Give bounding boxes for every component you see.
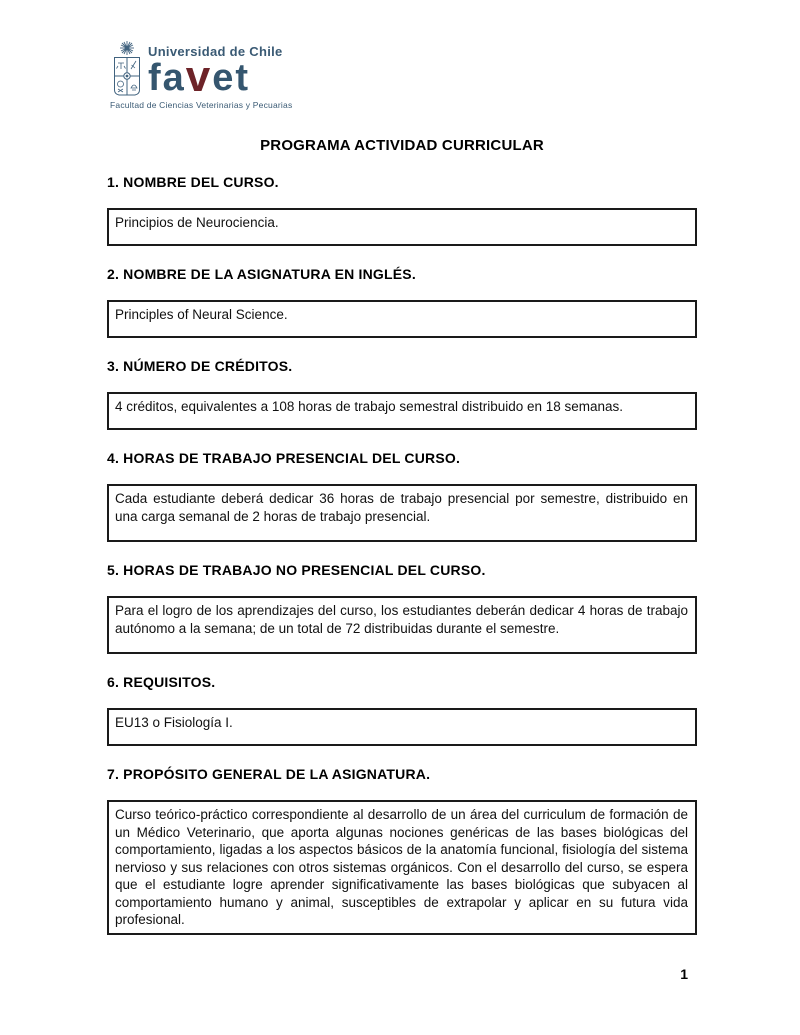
- section-2-heading: 2. NOMBRE DE LA ASIGNATURA EN INGLÉS.: [107, 266, 416, 282]
- section-numero-creditos: [107, 358, 697, 430]
- page-number: 1: [680, 966, 688, 982]
- section-7-box: Curso teórico-práctico correspondiente al desarrollo de un área del curriculum de formación de un Médico Veterinario, que aporta algunas nociones genéricas de las bases biológicas del comportamiento, ligadas a los aspectos básicos de la anatomía funcional, fisiología del sistema nervioso y sus relaciones con otros sistemas orgánicos. Con el desarrollo del curso, se espera que el estudiante logre aprender significativamente las bases biológicas que subyacen al comportamiento humano y animal, susceptibles de extrapolar y aplicar en su futura vida profesional.: [107, 800, 697, 935]
- favet-wordmark-et: et: [212, 57, 251, 99]
- section-1-heading: 1. NOMBRE DEL CURSO.: [107, 174, 279, 190]
- section-2-box: Principles of Neural Science.: [107, 300, 697, 338]
- section-horas-no-presencial: [107, 562, 697, 654]
- logo-text-block: [148, 40, 283, 101]
- section-5-heading: 5. HORAS DE TRABAJO NO PRESENCIAL DEL CURSO.: [107, 562, 486, 578]
- document-title: PROGRAMA ACTIVIDAD CURRICULAR: [260, 137, 544, 154]
- section-4-box: Cada estudiante deberá dedicar 36 horas de trabajo presencial por semestre, distribuido en una carga semanal de 2 horas de trabajo presencial.: [107, 484, 697, 542]
- section-3-heading: 3. NÚMERO DE CRÉDITOS.: [107, 358, 293, 374]
- section-4-heading: 4. HORAS DE TRABAJO PRESENCIAL DEL CURSO.: [107, 450, 461, 466]
- section-requisitos: [107, 674, 697, 746]
- favet-wordmark-v: v: [185, 52, 213, 101]
- favet-wordmark-fa: fa: [148, 57, 186, 99]
- section-6-box: EU13 o Fisiología I.: [107, 708, 697, 746]
- section-horas-presencial: [107, 450, 697, 542]
- section-nombre-del-curso: [107, 174, 697, 246]
- section-5-box: Para el logro de los aprendizajes del curso, los estudiantes deberán dedicar 4 horas de trabajo autónomo a la semana; de un total de 72 distribuidas durante el semestre.: [107, 596, 697, 654]
- section-1-box: Principios de Neurociencia.: [107, 208, 697, 246]
- section-nombre-asignatura-ingles: [107, 266, 697, 338]
- section-6-heading: 6. REQUISITOS.: [107, 674, 216, 690]
- favet-wordmark: [148, 52, 283, 101]
- favet-logo: [110, 40, 697, 110]
- section-7-heading: 7. PROPÓSITO GENERAL DE LA ASIGNATURA.: [107, 766, 431, 782]
- faculty-name: Facultad de Ciencias Veterinarias y Pecuarias: [110, 100, 293, 110]
- section-proposito-general: [107, 766, 697, 935]
- universidad-de-chile-crest-icon: [110, 40, 144, 98]
- university-name: Universidad de Chile: [148, 44, 283, 59]
- section-3-box: 4 créditos, equivalentes a 108 horas de trabajo semestral distribuido en 18 semanas.: [107, 392, 697, 430]
